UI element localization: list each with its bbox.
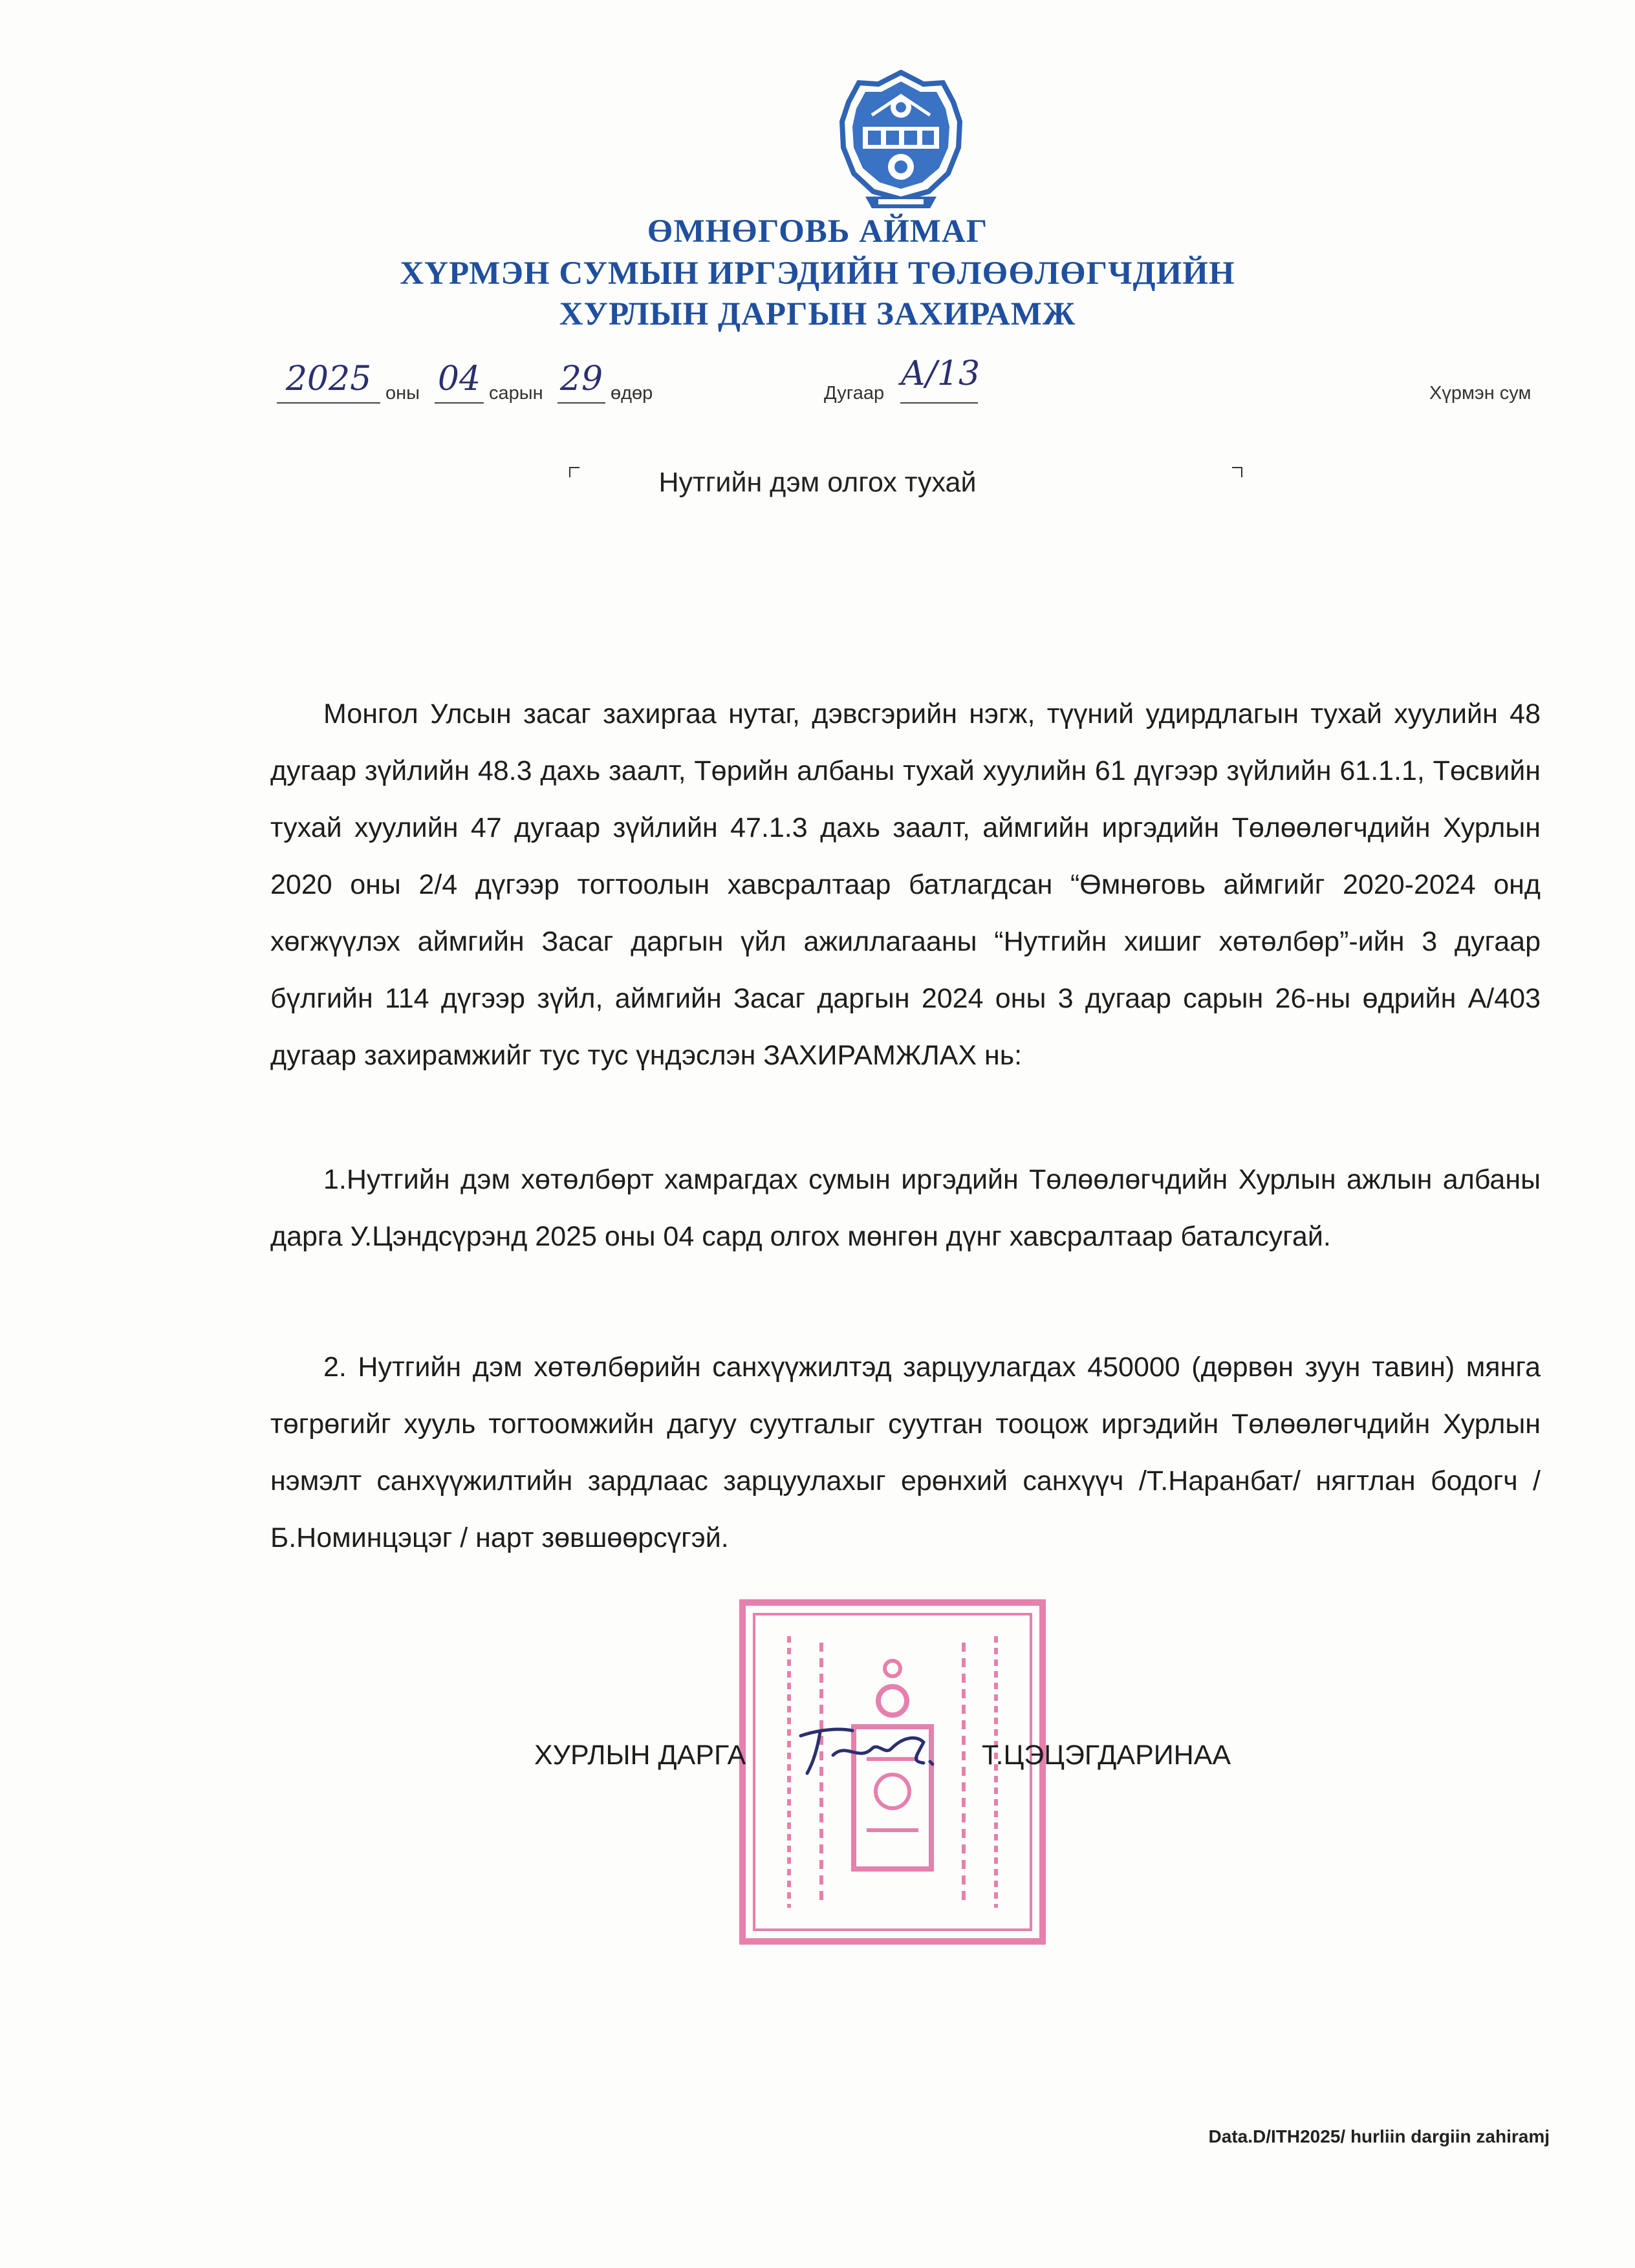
date-day: 29	[559, 360, 603, 398]
year-underline	[277, 402, 380, 404]
number-underline	[900, 402, 978, 404]
day-underline	[558, 402, 605, 404]
document-title: Нутгийн дэм олгох тухай	[658, 467, 977, 498]
header-line-2: ХҮРМЭН СУМЫН ИРГЭДИЙН ТӨЛӨӨЛӨГЧДИЙН	[400, 255, 1235, 292]
number-label: Дугаар	[824, 383, 885, 404]
document-number: А/13	[900, 354, 980, 393]
body-paragraph-2: 1.Нутгийн дэм хөтөлбөрт хамрагдах сумын иргэдийн Төлөөлөгчдийн Хурлын ажлын албаны дарга У.Цэндсүрэнд 2025 оны 04 сард олгох мөнгөн дүнг хавсралтаар баталсугай.	[270, 1164, 1541, 1252]
signatory-title: ХУРЛЫН ДАРГА	[534, 1740, 746, 1771]
header-line-1: ӨМНӨГОВЬ АЙМАГ	[647, 213, 988, 250]
date-month: 04	[437, 360, 481, 398]
date-year: 2025	[285, 360, 372, 398]
header-line-3: ХУРЛЫН ДАРГЫН ЗАХИРАМЖ	[559, 296, 1076, 332]
place-label: Хүрмэн сум	[1429, 383, 1532, 404]
month-underline	[435, 402, 484, 404]
footer-filename: Data.D/ITH2025/ hurliin dargiin zahiramj	[1208, 2126, 1550, 2146]
day-label: өдөр	[611, 383, 653, 404]
handwritten-signature-icon	[794, 1716, 949, 1781]
month-label: сарын	[489, 383, 543, 404]
state-emblem-icon	[839, 70, 962, 213]
signatory-name: Т.ЦЭЦЭГДАРИНАА	[982, 1740, 1231, 1771]
body-paragraph-1: Монгол Улсын засаг захиргаа нутаг, дэвсгэрийн нэгж, түүний удирдлагын тухай хуулийн 48 дугаар зүйлийн 48.3 дахь заалт, Төрийн албаны тухай хуулийн 61 дүгээр зүйлийн 61.1.1, Төсвийн тухай хуулийн 47 дугаар зүйлийн 47.1.3 дахь заалт, аймгийн иргэдийн Төлөөлөгчдийн Хурлын 2020 оны 2/4 дүгээр тогтоолын хавсралтаар батлагдсан “Өмнөговь аймгийг 2020-2024 онд хөгжүүлэх аймгийн Засаг даргын үйл ажиллагааны “Нутгийн хишиг хөтөлбөр”-ийн 3 дугаар бүлгийн 114 дүгээр зүйл, аймгийн Засаг даргын 2024 оны 3 дугаар сарын 26-ны өдрийн А/403 дугаар захирамжийг тус тус үндэслэн ЗАХИРАМЖЛАХ нь:	[270, 698, 1541, 1071]
date-line	[0, 354, 1635, 413]
year-label: оны	[385, 383, 420, 404]
body-paragraph-3: 2. Нутгийн дэм хөтөлбөрийн санхүүжилтэд зарцуулагдах 450000 (дөрвөн зуун тавин) мянга төгрөгийг хууль тогтоомжийн дагуу суутгалыг суутган тооцож иргэдийн Төлөөлөгчдийн Хурлын нэмэлт санхүүжилтийн зардлаас зарцуулахыг ерөнхий санхүүч /Т.Наранбат/ нягтлан бодогч /Б.Номинцэцэг / нарт зөвшөөрсүгэй.	[270, 1352, 1541, 1553]
